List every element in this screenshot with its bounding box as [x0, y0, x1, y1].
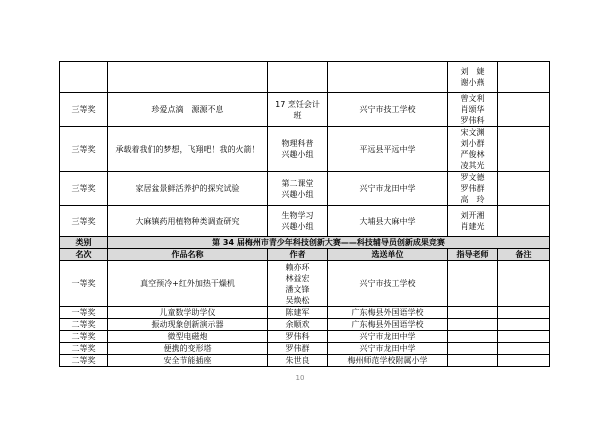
- award-cell: 二等奖: [60, 355, 108, 367]
- author-cell: 第二课堂 兴趣小组: [268, 172, 328, 206]
- author-cell: 陈建军: [268, 307, 328, 319]
- table-row: [60, 127, 550, 172]
- award-cell: 二等奖: [60, 319, 108, 331]
- award-cell: 三等奖: [60, 172, 108, 206]
- title-cell: 真空预冷+红外加热干燥机: [108, 261, 268, 307]
- unit-cell: 兴宁市技工学校: [328, 261, 448, 307]
- header-row: [60, 249, 550, 261]
- author-cell: 余顺欢: [268, 319, 328, 331]
- unit-cell: 兴宁市龙田中学: [328, 172, 448, 206]
- author-cell: 物理科普 兴趣小组: [268, 127, 328, 172]
- award-cell: 一等奖: [60, 307, 108, 319]
- unit-cell: 兴宁市龙田中学: [328, 343, 448, 355]
- author-cell: 赖亦环 林益宏 潘文锋 吴焕松: [268, 261, 328, 307]
- table-row: [60, 307, 550, 319]
- header-unit: 选送单位: [328, 249, 448, 261]
- teacher-cell: 刘 婕 谢小燕: [448, 62, 498, 93]
- unit-cell: 兴宁市龙田中学: [328, 331, 448, 343]
- unit-cell: 大埔县大麻中学: [328, 206, 448, 237]
- award-cell: 三等奖: [60, 127, 108, 172]
- award-cell: 三等奖: [60, 93, 108, 127]
- table-row: [60, 172, 550, 206]
- title-cell: 微型电磁炮: [108, 331, 268, 343]
- unit-cell: 兴宁市技工学校: [328, 93, 448, 127]
- section-title-row: [60, 237, 550, 249]
- header-rank: 名次: [60, 249, 108, 261]
- category-label: 类别: [60, 237, 108, 249]
- teacher-cell: 罗文德 罗伟群 高 玲: [448, 172, 498, 206]
- page-number: 10: [295, 374, 305, 382]
- table-row: [60, 331, 550, 343]
- table-row: [60, 319, 550, 331]
- table-row: [60, 93, 550, 127]
- author-cell: 生物学习 兴趣小组: [268, 206, 328, 237]
- unit-cell: 广东梅县外国语学校: [328, 319, 448, 331]
- teacher-cell: 宋文渊 刘小群 严俊林 凌其光: [448, 127, 498, 172]
- header-author: 作者: [268, 249, 328, 261]
- title-cell: 安全节能插座: [108, 355, 268, 367]
- unit-cell: 梅州师范学校附属小学: [328, 355, 448, 367]
- award-cell: 一等奖: [60, 261, 108, 307]
- teacher-cell: 曾文利 肖颂华 罗伟科: [448, 93, 498, 127]
- table-row: [60, 343, 550, 355]
- author-cell: 朱世良: [268, 355, 328, 367]
- header-title: 作品名称: [108, 249, 268, 261]
- title-cell: 珍爱点滴 源源不息: [108, 93, 268, 127]
- teacher-cell: 刘开湘 肖建光: [448, 206, 498, 237]
- awards-table: [59, 61, 550, 367]
- table-row: [60, 206, 550, 237]
- award-cell: 二等奖: [60, 331, 108, 343]
- section-title: 第 34 届梅州市青少年科技创新大赛——科技辅导员创新成果竞赛: [108, 237, 550, 249]
- table-row: [60, 261, 550, 307]
- unit-cell: 广东梅县外国语学校: [328, 307, 448, 319]
- author-cell: 17 烹饪会计 班: [268, 93, 328, 127]
- table-row: [60, 62, 550, 93]
- unit-cell: 平远县平远中学: [328, 127, 448, 172]
- author-cell: 罗伟科: [268, 331, 328, 343]
- table-row: [60, 355, 550, 367]
- award-cell: 三等奖: [60, 206, 108, 237]
- header-remark: 备注: [498, 249, 550, 261]
- title-cell: 家居盆景鲜活养护的探究试验: [108, 172, 268, 206]
- title-cell: 大麻镇药用植物种类调查研究: [108, 206, 268, 237]
- author-cell: 罗伟群: [268, 343, 328, 355]
- title-cell: 振动现象创新演示器: [108, 319, 268, 331]
- header-teacher: 指导老师: [448, 249, 498, 261]
- title-cell: 承载着我们的梦想，飞翔吧！我的火箭！: [108, 127, 268, 172]
- award-cell: 二等奖: [60, 343, 108, 355]
- title-cell: 儿童数学助学仪: [108, 307, 268, 319]
- title-cell: 便携的变形塔: [108, 343, 268, 355]
